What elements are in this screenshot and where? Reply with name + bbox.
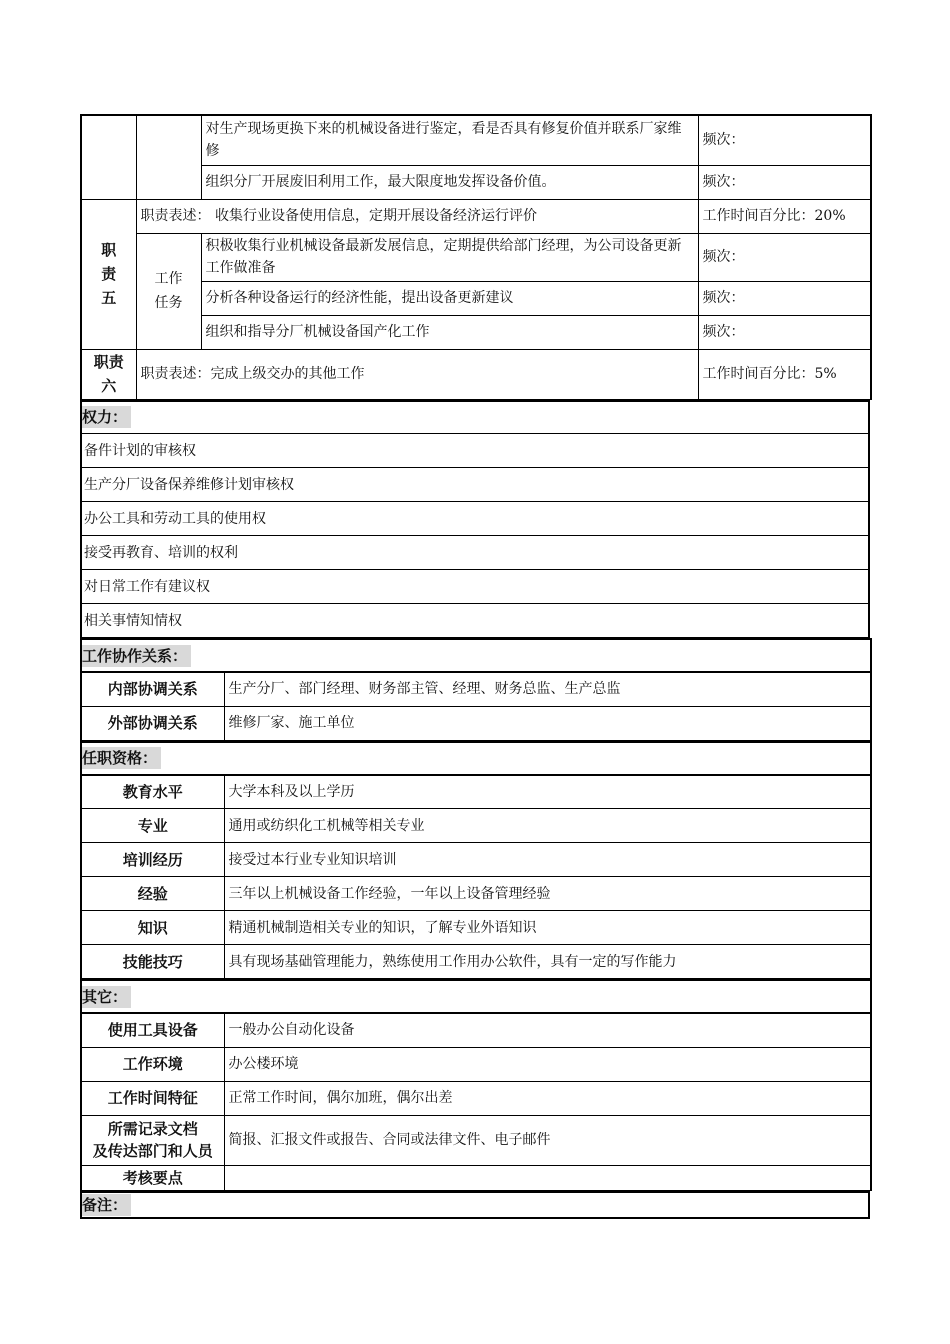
notes-table — [80, 1191, 870, 1219]
duty6-label-line2: 六 — [101, 377, 117, 395]
power-item: 备件计划的审核权 — [81, 434, 869, 468]
task-text: 对生产现场更换下来的机械设备进行鉴定，看是否具有修复价值并联系厂家维修 — [201, 115, 698, 165]
notes-header: 备注： — [82, 1194, 131, 1216]
duty5-task-label-line1: 工作 — [154, 271, 183, 287]
duty6-label-line1: 职责 — [93, 353, 124, 371]
power-row — [81, 604, 869, 638]
qualification-value: 接受过本行业专业知识培训 — [224, 843, 871, 877]
task-frequency: 频次： — [698, 281, 871, 315]
qualification-value: 大学本科及以上学历 — [224, 775, 871, 809]
duty6-row — [81, 349, 871, 399]
task-text: 分析各种设备运行的经济性能，提出设备更新建议 — [201, 281, 698, 315]
task-frequency: 频次： — [698, 165, 871, 199]
relation-value: 生产分厂、部门经理、财务部主管、经理、财务总监、生产总监 — [224, 672, 871, 706]
notes-header-cell — [81, 1192, 869, 1218]
qualification-label: 教育水平 — [81, 775, 224, 809]
other-label-line2: 及传达部门和人员 — [92, 1142, 213, 1160]
power-item: 相关事情知情权 — [81, 604, 869, 638]
powers-header-row — [81, 401, 869, 434]
relation-label: 外部协调关系 — [81, 706, 224, 740]
task-text: 组织分厂开展废旧利用工作，最大限度地发挥设备价值。 — [201, 165, 698, 199]
duty-task-row — [81, 115, 871, 165]
qualification-label: 专业 — [81, 809, 224, 843]
relations-header-cell — [81, 639, 871, 672]
qualification-row — [81, 843, 871, 877]
duty6-time-percent: 工作时间百分比：5% — [698, 349, 871, 399]
power-row — [81, 502, 869, 536]
qualifications-header-row — [81, 742, 871, 775]
other-value: 一般办公自动化设备 — [224, 1013, 871, 1047]
other-label-line1: 所需记录文档 — [107, 1120, 198, 1138]
other-label: 工作时间特征 — [81, 1081, 224, 1115]
relations-table — [80, 638, 872, 741]
relations-header: 工作协作关系： — [82, 645, 191, 667]
powers-table — [80, 400, 870, 639]
duty5-label-line1: 职 — [101, 241, 117, 259]
qualification-value: 三年以上机械设备工作经验，一年以上设备管理经验 — [224, 877, 871, 911]
qualification-label: 技能技巧 — [81, 945, 224, 979]
power-row — [81, 434, 869, 468]
duty5-time-percent: 工作时间百分比：20% — [698, 199, 871, 233]
other-label — [81, 1115, 224, 1165]
duty5-label-line2: 责 — [101, 265, 117, 283]
duty-task-row — [81, 233, 871, 281]
qualification-value: 具有现场基础管理能力，熟练使用工作用办公软件，具有一定的写作能力 — [224, 945, 871, 979]
other-header: 其它： — [82, 986, 131, 1008]
powers-header-cell — [81, 401, 869, 434]
duty-prev-label-cell — [81, 115, 136, 199]
task-text: 组织和指导分厂机械设备国产化工作 — [201, 315, 698, 349]
other-value: 办公楼环境 — [224, 1047, 871, 1081]
duties-table — [80, 114, 872, 400]
job-description-sheet — [80, 114, 870, 1219]
other-label: 工作环境 — [81, 1047, 224, 1081]
notes-header-row — [81, 1192, 869, 1218]
duty5-task-label-line2: 任务 — [154, 295, 183, 311]
other-row — [81, 1047, 871, 1081]
power-row — [81, 570, 869, 604]
qualifications-header: 任职资格： — [82, 747, 161, 769]
duty-prev-task-label-cell — [136, 115, 201, 199]
task-frequency: 频次： — [698, 233, 871, 281]
qualification-label: 知识 — [81, 911, 224, 945]
relation-value: 维修厂家、施工单位 — [224, 706, 871, 740]
other-row — [81, 1165, 871, 1190]
power-row — [81, 536, 869, 570]
other-table — [80, 979, 872, 1191]
power-item: 办公工具和劳动工具的使用权 — [81, 502, 869, 536]
qualifications-header-cell — [81, 742, 871, 775]
qualification-label: 培训经历 — [81, 843, 224, 877]
task-frequency: 频次： — [698, 315, 871, 349]
other-header-row — [81, 980, 871, 1013]
duty6-label — [81, 349, 136, 399]
power-item: 对日常工作有建议权 — [81, 570, 869, 604]
other-value: 正常工作时间，偶尔加班，偶尔出差 — [224, 1081, 871, 1115]
qualification-value: 通用或纺织化工机械等相关专业 — [224, 809, 871, 843]
duty6-statement: 职责表述：完成上级交办的其他工作 — [136, 349, 698, 399]
qualification-row — [81, 775, 871, 809]
duty5-label-line3: 五 — [101, 289, 117, 307]
power-item: 接受再教育、培训的权利 — [81, 536, 869, 570]
other-row — [81, 1115, 871, 1165]
duty5-label — [81, 199, 136, 349]
other-value — [224, 1165, 871, 1190]
relation-row — [81, 672, 871, 706]
other-label: 考核要点 — [81, 1165, 224, 1190]
relation-label: 内部协调关系 — [81, 672, 224, 706]
qualification-row — [81, 809, 871, 843]
other-row — [81, 1081, 871, 1115]
powers-header: 权力： — [82, 406, 131, 428]
qualification-value: 精通机械制造相关专业的知识，了解专业外语知识 — [224, 911, 871, 945]
duty5-statement-row — [81, 199, 871, 233]
duty5-task-label — [136, 233, 201, 349]
other-label: 使用工具设备 — [81, 1013, 224, 1047]
relations-header-row — [81, 639, 871, 672]
task-frequency: 频次： — [698, 115, 871, 165]
qualification-row — [81, 877, 871, 911]
qualification-row — [81, 945, 871, 979]
qualification-label: 经验 — [81, 877, 224, 911]
power-row — [81, 468, 869, 502]
other-value: 简报、汇报文件或报告、合同或法律文件、电子邮件 — [224, 1115, 871, 1165]
power-item: 生产分厂设备保养维修计划审核权 — [81, 468, 869, 502]
task-text: 积极收集行业机械设备最新发展信息，定期提供给部门经理，为公司设备更新工作做准备 — [201, 233, 698, 281]
relation-row — [81, 706, 871, 740]
qualification-row — [81, 911, 871, 945]
other-row — [81, 1013, 871, 1047]
other-header-cell — [81, 980, 871, 1013]
duty5-statement: 职责表述： 收集行业设备使用信息，定期开展设备经济运行评价 — [136, 199, 698, 233]
qualifications-table — [80, 741, 872, 980]
